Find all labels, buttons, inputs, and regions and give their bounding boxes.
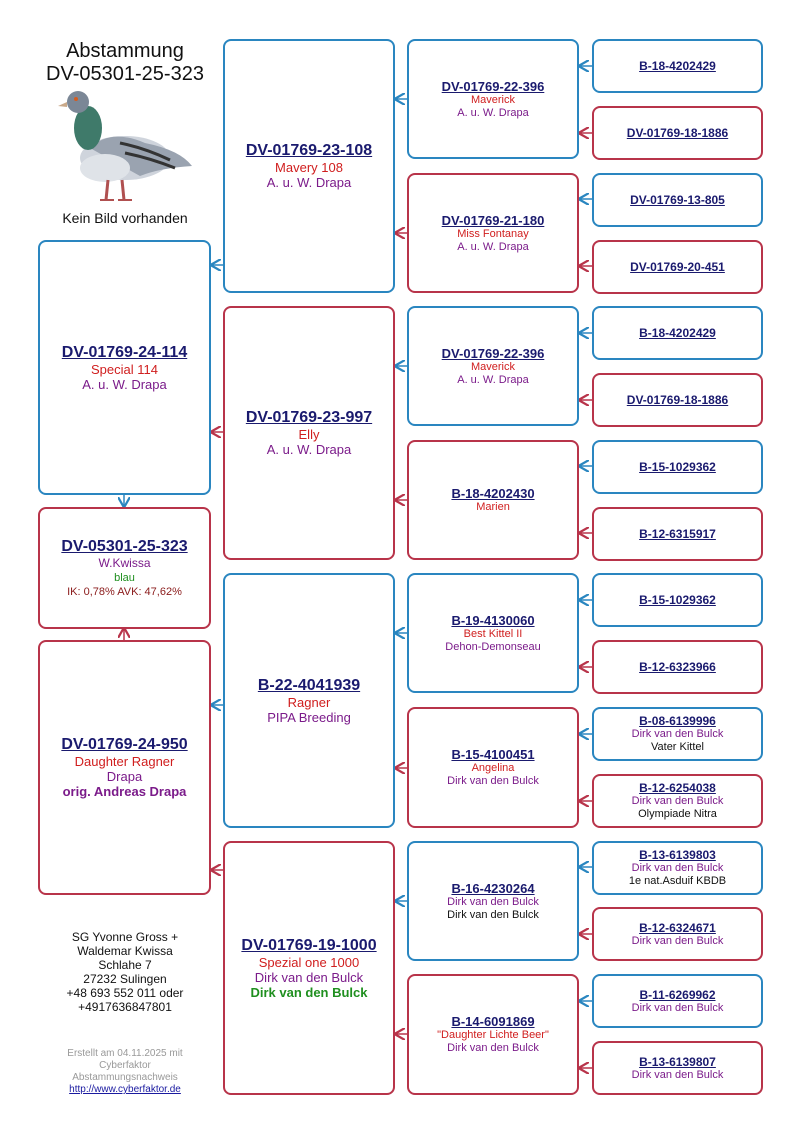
ancestor-ring[interactable]: B-18-4202430 bbox=[451, 486, 535, 501]
g4-ring[interactable]: DV-01769-18-1886 bbox=[626, 126, 729, 140]
address-line: SG Yvonne Gross + bbox=[71, 930, 179, 944]
g4-card[interactable] bbox=[592, 841, 763, 895]
subject-name: W.Kwissa bbox=[98, 556, 151, 570]
g4-ring[interactable]: B-08-6139996 bbox=[639, 714, 716, 728]
father-ring[interactable]: DV-01769-24-114 bbox=[61, 343, 188, 361]
ancestor-name: Marien bbox=[476, 501, 510, 513]
grandparent-owner: Dirk van den Bulck bbox=[254, 969, 364, 985]
grandparent-ring[interactable]: B-22-4041939 bbox=[257, 676, 361, 694]
grandparent-card[interactable] bbox=[223, 573, 395, 828]
g4-owner: Dirk van den Bulck bbox=[631, 795, 724, 807]
mother-name: Daughter Ragner bbox=[74, 754, 175, 769]
great-grandparent-card[interactable] bbox=[407, 974, 579, 1095]
g4-ring[interactable]: DV-01769-13-805 bbox=[630, 193, 725, 207]
footer-line: Cyberfaktor bbox=[99, 1060, 151, 1071]
grandparent-card[interactable] bbox=[223, 39, 395, 293]
address-line: Schlahe 7 bbox=[98, 958, 152, 972]
subject-color: blau bbox=[114, 572, 135, 584]
g4-card[interactable] bbox=[592, 640, 763, 694]
g4-card[interactable] bbox=[592, 974, 763, 1028]
grandparent-ring[interactable]: DV-01769-23-997 bbox=[245, 409, 373, 426]
g4-owner: Dirk van den Bulck bbox=[631, 1068, 724, 1081]
grandparent-extra: Dirk van den Bulck bbox=[250, 984, 368, 1000]
ancestor-name: "Daughter Lichte Beer" bbox=[437, 1029, 549, 1041]
ancestor-ring[interactable]: DV-01769-22-396 bbox=[441, 78, 545, 94]
grandparent-owner: PIPA Breeding bbox=[267, 709, 351, 725]
ancestor-name: Best Kittel II bbox=[463, 627, 523, 640]
father-name: Special 114 bbox=[91, 361, 158, 377]
mother-note: orig. Andreas Drapa bbox=[62, 784, 187, 799]
ancestor-ring[interactable]: DV-01769-22-396 bbox=[441, 345, 545, 361]
great-grandparent-card[interactable] bbox=[407, 440, 579, 560]
address-line: Waldemar Kwissa bbox=[77, 944, 173, 958]
mother-card[interactable] bbox=[38, 640, 211, 895]
address-line: +48 693 552 011 oder bbox=[66, 986, 184, 1000]
g4-ring[interactable]: B-12-6324671 bbox=[639, 920, 716, 935]
footer-line: Erstellt am 04.11.2025 mit bbox=[67, 1048, 183, 1059]
g4-ring[interactable]: B-18-4202429 bbox=[639, 326, 716, 340]
ancestor-ring[interactable]: B-14-6091869 bbox=[451, 1014, 535, 1029]
grandparent-owner: A. u. W. Drapa bbox=[266, 442, 352, 457]
g4-ring[interactable]: DV-01769-18-1886 bbox=[626, 393, 729, 407]
g4-owner: Dirk van den Bulck bbox=[631, 934, 724, 947]
great-grandparent-card[interactable] bbox=[407, 39, 579, 159]
g4-card[interactable] bbox=[592, 306, 763, 360]
g4-owner: Dirk van den Bulck bbox=[631, 1001, 724, 1014]
ancestor-ring[interactable]: B-16-4230264 bbox=[451, 880, 535, 896]
g4-note: Vater Kittel bbox=[651, 741, 704, 753]
g4-ring[interactable]: B-15-1029362 bbox=[639, 593, 716, 607]
cyberfaktor-link[interactable]: http://www.cyberfaktor.de bbox=[69, 1084, 181, 1095]
g4-card[interactable] bbox=[592, 39, 763, 93]
no-image-caption: Kein Bild vorhanden bbox=[62, 210, 188, 226]
ancestor-owner: Dirk van den Bulck bbox=[447, 1042, 539, 1054]
g4-owner: Dirk van den Bulck bbox=[631, 728, 724, 740]
g4-ring[interactable]: B-15-1029362 bbox=[639, 460, 716, 474]
grandparent-name: Spezial one 1000 bbox=[258, 954, 360, 970]
grandparent-ring[interactable]: DV-01769-23-108 bbox=[245, 142, 373, 159]
address-line: +4917636847801 bbox=[78, 1000, 172, 1014]
subject-ring[interactable]: DV-05301-25-323 bbox=[61, 538, 188, 555]
g4-ring[interactable]: B-18-4202429 bbox=[639, 59, 716, 73]
breeder-address bbox=[40, 930, 210, 1014]
g4-card[interactable] bbox=[592, 373, 763, 427]
address-line: 27232 Sulingen bbox=[83, 972, 167, 986]
ancestor-owner: A. u. W. Drapa bbox=[457, 373, 529, 386]
great-grandparent-card[interactable] bbox=[407, 707, 579, 828]
father-owner: A. u. W. Drapa bbox=[82, 376, 167, 392]
great-grandparent-card[interactable] bbox=[407, 306, 579, 426]
grandparent-card[interactable] bbox=[223, 841, 395, 1095]
g4-ring[interactable]: B-11-6269962 bbox=[639, 987, 716, 1002]
footer-line: Abstammungsnachweis bbox=[72, 1072, 178, 1083]
ancestor-ring[interactable]: B-15-4100451 bbox=[451, 747, 535, 762]
g4-ring[interactable]: B-13-6139807 bbox=[639, 1054, 716, 1069]
mother-ring[interactable]: DV-01769-24-950 bbox=[61, 736, 188, 753]
ancestor-owner: Dirk van den Bulck bbox=[447, 895, 539, 908]
g4-ring[interactable]: B-13-6139803 bbox=[639, 848, 716, 862]
ancestor-owner: Dehon-Demonseau bbox=[445, 640, 541, 653]
g4-ring[interactable]: B-12-6254038 bbox=[639, 781, 716, 795]
ancestor-ring[interactable]: DV-01769-21-180 bbox=[441, 212, 545, 228]
great-grandparent-card[interactable] bbox=[407, 173, 579, 293]
g4-ring[interactable]: DV-01769-20-451 bbox=[630, 260, 725, 274]
father-card[interactable] bbox=[38, 240, 211, 495]
great-grandparent-card[interactable] bbox=[407, 841, 579, 961]
grandparent-name: Elly bbox=[298, 427, 320, 442]
grandparent-name: Ragner bbox=[287, 694, 331, 710]
g4-card[interactable] bbox=[592, 173, 763, 227]
subject-inbreeding: IK: 0,78% AVK: 47,62% bbox=[67, 586, 182, 598]
great-grandparent-card[interactable] bbox=[407, 573, 579, 693]
ancestor-extra: Dirk van den Bulck bbox=[447, 908, 539, 921]
ancestor-name: Angelina bbox=[471, 762, 515, 774]
ancestor-name: Maverick bbox=[470, 93, 515, 106]
g4-ring[interactable]: B-12-6323966 bbox=[639, 660, 716, 674]
mother-owner: Drapa bbox=[106, 769, 143, 784]
subject-card[interactable] bbox=[38, 507, 211, 629]
g4-card[interactable] bbox=[592, 907, 763, 961]
footer bbox=[40, 1048, 210, 1096]
g4-card[interactable] bbox=[592, 106, 763, 160]
ancestor-owner: A. u. W. Drapa bbox=[457, 240, 529, 253]
g4-card[interactable] bbox=[592, 573, 763, 627]
grandparent-name: Mavery 108 bbox=[275, 160, 343, 175]
g4-card[interactable] bbox=[592, 774, 763, 828]
g4-ring[interactable]: B-12-6315917 bbox=[639, 527, 716, 541]
g4-card[interactable] bbox=[592, 240, 763, 294]
grandparent-card[interactable] bbox=[223, 306, 395, 560]
g4-note: Olympiade Nitra bbox=[638, 808, 717, 820]
g4-card[interactable] bbox=[592, 507, 763, 561]
ancestor-name: Miss Fontanay bbox=[457, 227, 529, 240]
g4-card[interactable] bbox=[592, 707, 763, 761]
grandparent-owner: A. u. W. Drapa bbox=[266, 175, 352, 190]
grandparent-ring[interactable]: DV-01769-19-1000 bbox=[241, 936, 377, 954]
g4-note: 1e nat.Asduif KBDB bbox=[628, 875, 727, 887]
g4-card[interactable] bbox=[592, 440, 763, 494]
ancestor-owner: Dirk van den Bulck bbox=[447, 775, 539, 787]
ancestor-owner: A. u. W. Drapa bbox=[457, 106, 529, 119]
pedigree-title: Abstammung bbox=[66, 40, 184, 62]
pedigree-ring-number: DV-05301-25-323 bbox=[46, 63, 204, 85]
g4-owner: Dirk van den Bulck bbox=[631, 862, 724, 874]
g4-card[interactable] bbox=[592, 1041, 763, 1095]
ancestor-ring[interactable]: B-19-4130060 bbox=[451, 612, 535, 628]
ancestor-name: Maverick bbox=[470, 360, 515, 373]
